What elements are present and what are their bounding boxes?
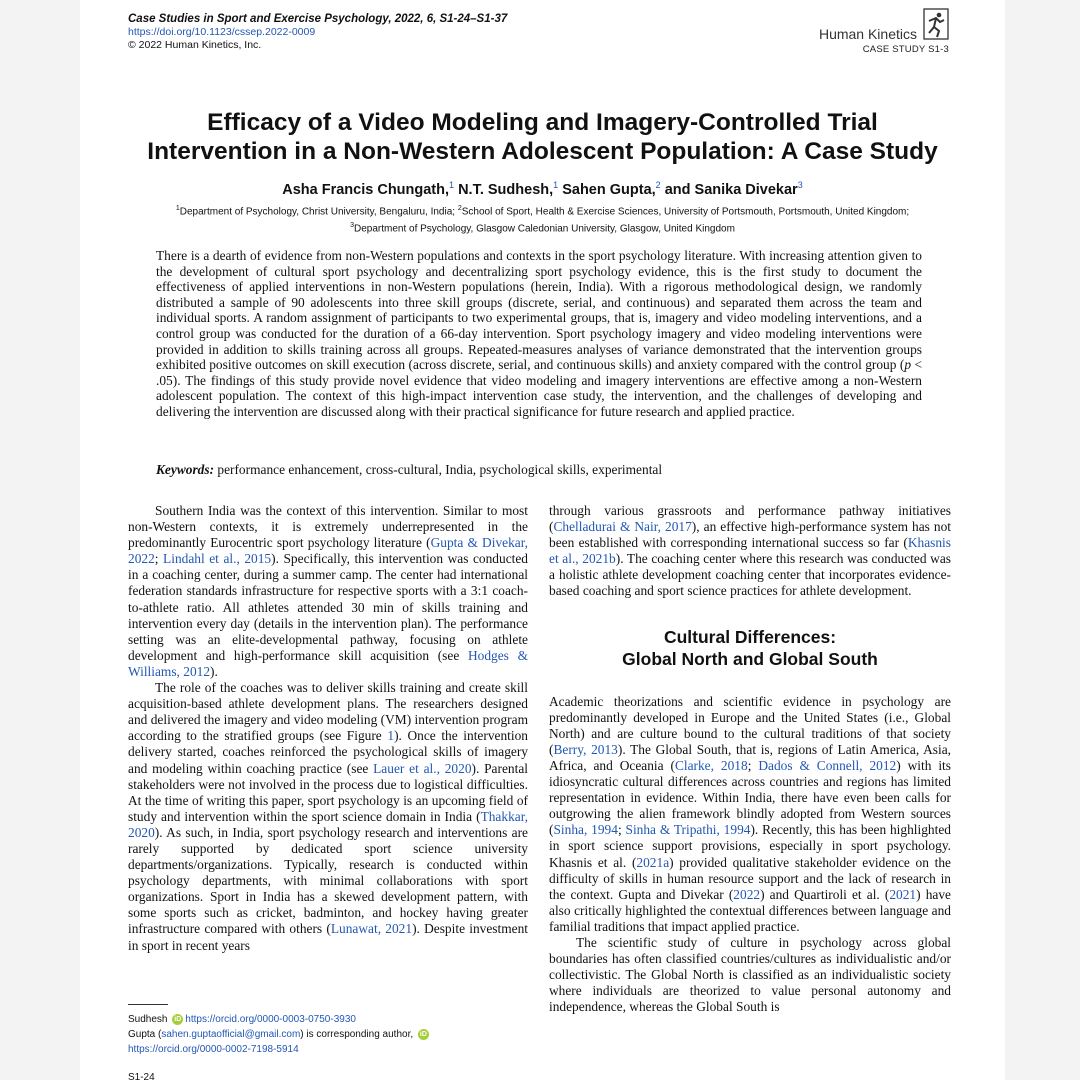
section-heading: Cultural Differences: Global North and Global South (622, 626, 878, 669)
keywords-label: Keywords: (156, 462, 215, 477)
footnote: Sudhesh iD https://orcid.org/0000-0003-0750-3930 Gupta (sahen.guptaofficial@gmail.com) is corresponding author, iDhttps://orcid.org/0000-0002-7198-5914 (128, 1014, 427, 1055)
footnote-divider (128, 1004, 168, 1005)
body-paragraph: The role of the coaches was to deliver skills training and create skill acquisition-based athlete development plans. The researchers designed and delivered the imagery and video modeling (VM) intervention program according to the stratified groups (see Figure 1). Once the intervention delivery started, coaches reinforced the psychological skills of imagery and modeling within coaching practice (see Lauer et al., 2020). Parental stakeholders were not involved in the process due to logistical difficulties. At the time of writing this paper, sport psychology is an upcoming field of study and intervention within the sport science domain in India (Thakkar, 2020). As such, in India, sport psychology research and interventions are rarely supported by dedicated sport science university departments/organizations. Typically, research is conducted within psychology departments, with minimal collaborations with sport organizations. Sport in India has a skewed development pattern, with some sports such as cricket, badminton, and hockey having greater infrastructure compared with others (Lunawat, 2021). Despite investment in sport in recent years (128, 680, 529, 953)
page-number: S1-24 (128, 1072, 155, 1080)
keywords-list: performance enhancement, cross-cultural, India, psychological skills, experimental (214, 462, 663, 477)
body-paragraph: The scientific study of culture in psychology across global boundaries has often classified countries/cultures as individualistic and/or collectivistic. The Global North is classified as an individualistic society where individuals are theorized to value personal autonomy and independence, whereas the Global South is (549, 934, 951, 1015)
figure-link[interactable]: 1 (387, 728, 395, 744)
affiliations: $^1$Department of Psychology, Christ University, Bengaluru, India; $^2$School of Sport, Health & Exercise Sciences, University of Portsmouth, Portsmouth, United Kingdom; $^3$Department of Psychology, Glasgow Caledonian University, Glasgow, United Kingdom (175, 205, 910, 235)
journal-header (128, 13, 507, 52)
citation-link[interactable]: Lauer et al., 2020 (373, 760, 472, 776)
affiliation-marker[interactable]: 1 (449, 180, 455, 190)
paper-title (80, 108, 1005, 166)
orcid-icon[interactable]: iD (174, 1015, 182, 1023)
body-column-right (549, 503, 951, 1015)
abstract: There is a dearth of evidence from non-Western populations and contexts in the sport psychology literature. With increasing attention given to the development of cultural sport psychology and decentralizing sport psychology evidence, this is the first study to document the effectiveness of applied interventions in non-Western populations (herein, India). With a rigorous methodological design, we randomly distributed a sample of 90 adolescents into three skill groups (discrete, serial, and continuous) and separated them across the team and individual sports. A random assignment of participants to two experimental groups, that is, imagery and video modeling interventions, and a control group was conducted for the duration of a 66-day intervention. Sport psychology imagery and video modeling interventions were provided in addition to skills training across all groups. Repeated-measures analyses of variance demonstrated that the intervention groups exhibited positive outcomes on skill execution (across discrete, serial, and continuous skills) and anxiety compared with the control group (p < .05). The findings of this study provide novel evidence that video modeling and imagery interventions are effective among a non-Western adolescent population. The context of this high-impact intervention case study, the intervention, and the challenges of developing and delivering the intervention are discussed along with their practical significance for future research and applied practice. (156, 248, 922, 419)
affiliation-marker[interactable]: 1 (553, 180, 559, 190)
orcid-icon[interactable]: iD (419, 1030, 427, 1038)
orcid-link[interactable]: https://orcid.org/0000-0003-0750-3930 (185, 1014, 356, 1025)
citation-link[interactable]: Chelladurai & Nair, 2017 (553, 519, 692, 535)
orcid-link[interactable]: https://orcid.org/0000-0002-7198-5914 (128, 1044, 299, 1055)
author-name: Asha Francis Chungath, (282, 181, 450, 198)
citation-link[interactable]: Sinha, 1994 (553, 822, 618, 838)
citation-link[interactable]: Dados & Connell, 2012 (758, 757, 897, 773)
citation-link[interactable]: Thakkar, 2020 (128, 808, 528, 840)
title-line-1: Efficacy of a Video Modeling and Imagery-Controlled Trial (207, 109, 878, 136)
citation-link[interactable]: Gupta & Divekar, 2022 (128, 535, 528, 567)
body-paragraph: through various grassroots and performance pathway initiatives (Chelladurai & Nair, 2017), an effective high-performance system has not been established with corresponding international success so far (Khasnis et al., 2021b). The coaching center where this research was conducted was a holistic athlete development coaching center that incorporates evidence-based coaching and sport science practices for athlete development. (549, 503, 952, 599)
keywords (156, 462, 922, 478)
email-link[interactable]: sahen.guptaofficial@gmail.com (161, 1029, 301, 1040)
citation-link[interactable]: Hodges & Williams, 2012 (128, 647, 528, 679)
citation-link[interactable]: Berry, 2013 (553, 741, 618, 757)
paper-page (80, 0, 1005, 1080)
journal-citation: Case Studies in Sport and Exercise Psychology, 2022, 6, S1-24–S1-37 (128, 13, 508, 25)
case-study-label: CASE STUDY S1-3 (862, 44, 949, 55)
title-line-2: Intervention in a Non-Western Adolescent Population: A Case Study (147, 138, 938, 165)
publisher-name: Human Kinetics (818, 26, 917, 42)
citation-link[interactable]: Clarke, 2018 (674, 757, 748, 773)
citation-link[interactable]: Lindahl et al., 2015 (163, 551, 272, 567)
body-paragraph: Southern India was the context of this intervention. Similar to most non-Western contexts, it is extremely underrepresented in the predominantly Eurocentric sport psychology literature (Gupta & Divekar, 2022; Lindahl et al., 2015). Specifically, this intervention was conducted in a coaching center, during a summer camp. The center had international federation standards infrastructure for respective sports with a 3:1 coach-to-athlete ratio. All athletes attended 30 min of skills training and intervention every day (details in the intervention plan). The performance setting was an elite-developmental pathway, focusing on athlete development and high-performance skill acquisition (see Hodges & Williams, 2012). (128, 503, 528, 679)
citation-link[interactable]: 2021a (636, 854, 670, 870)
copyright: © 2022 Human Kinetics, Inc. (128, 39, 262, 51)
author-name: Sahen Gupta, (562, 181, 656, 198)
doi-link[interactable]: https://doi.org/10.1123/cssep.2022-0009 (128, 26, 316, 38)
human-kinetics-logo-icon (923, 8, 949, 40)
citation-link[interactable]: 2022 (733, 886, 761, 902)
body-paragraph: Academic theorizations and scientific evidence in psychology are predominantly developed in Europe and the United States (i.e., Global North) and are culture bound to the cultural traditions of that society (Berry, 2013). The Global South, that is, regions of Latin America, Asia, Africa, and Oceania (Clarke, 2018; Dados & Connell, 2012) with its idiosyncratic cultural differences across countries and regions has limited representation in evidence. Within India, there have even been calls for outgrowing the alien framework blindly adopted from Western sources (Sinha, 1994; Sinha & Tripathi, 1994). Recently, this has been highlighted in sport science support provisions, especially in sport psychology. Khasnis et al. (2021a) provided qualitative stakeholder evidence on the difficulty of skills in human resource support and the lack of research in the context. Gupta and Divekar (2022) and Quartiroli et al. (2021) have also critically highlighted the contextual differences between language and familial traditions that impact applied practice. (549, 693, 952, 934)
citation-link[interactable]: Sinha & Tripathi, 1994 (625, 822, 751, 838)
citation-link[interactable]: 2021 (889, 886, 917, 902)
body-column-left (128, 503, 528, 954)
affiliation-marker[interactable]: 3 (797, 180, 803, 190)
author-name: N.T. Sudhesh, (458, 181, 554, 198)
affiliation-marker[interactable]: 2 (655, 180, 661, 190)
citation-link[interactable]: Khasnis et al., 2021b (549, 535, 951, 567)
author-name: and Sanika Divekar (664, 181, 798, 198)
citation-link[interactable]: Lunawat, 2021 (330, 921, 413, 937)
publisher-header (819, 8, 949, 55)
author-list (80, 180, 1005, 198)
